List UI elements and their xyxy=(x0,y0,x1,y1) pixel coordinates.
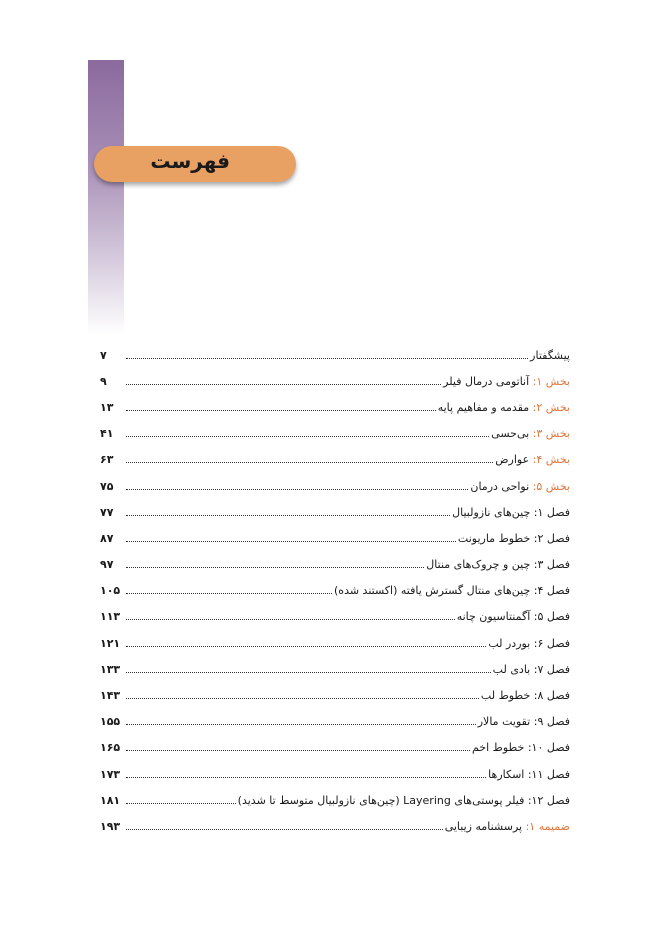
toc-page-number: ۱۹۳ xyxy=(100,819,121,833)
toc-row[interactable] xyxy=(100,525,570,551)
toc-page-number: ۱۳۳ xyxy=(100,662,121,676)
toc-entry-label xyxy=(472,741,570,754)
dot-leader xyxy=(126,593,332,594)
dot-leader xyxy=(126,515,450,516)
toc-row[interactable] xyxy=(100,578,570,604)
toc-row[interactable] xyxy=(100,682,570,708)
dot-leader xyxy=(126,384,441,385)
dot-leader xyxy=(126,829,443,830)
toc-entry-title: پیشگفتار xyxy=(530,348,570,362)
toc-row[interactable] xyxy=(100,761,570,787)
toc-entry-title: فصل ۲: خطوط ماریونت xyxy=(457,531,570,545)
toc-row[interactable] xyxy=(100,499,570,525)
toc-row[interactable] xyxy=(100,656,570,682)
toc-page-number: ۱۲۱ xyxy=(100,636,121,650)
dot-leader xyxy=(126,803,236,804)
toc-entry-label xyxy=(452,506,570,519)
dot-leader xyxy=(126,619,455,620)
toc-row[interactable] xyxy=(100,421,570,447)
toc-entry-label xyxy=(493,663,570,676)
toc-entry-title: پرسشنامه زیبایی xyxy=(444,819,526,833)
toc-entry-label xyxy=(426,558,570,571)
toc-row[interactable] xyxy=(100,447,570,473)
toc-section-prefix: بخش ۱: xyxy=(532,374,570,388)
toc-entry-title: فصل ۶: بوردر لب xyxy=(488,636,570,650)
toc-page-number: ۹۷ xyxy=(100,558,114,572)
dot-leader xyxy=(126,358,528,359)
toc-entry-label xyxy=(478,715,570,728)
dot-leader xyxy=(126,567,424,568)
dot-leader xyxy=(126,698,479,699)
toc-page-number: ۷۵ xyxy=(100,479,114,493)
toc-entry-title: فصل ۱: چین‌های نازولبیال xyxy=(452,505,570,519)
toc-entry-label xyxy=(458,532,570,545)
toc-entry-label xyxy=(238,794,570,807)
decorative-side-band xyxy=(88,60,124,335)
toc-page-number: ۹ xyxy=(100,374,107,388)
toc-row[interactable] xyxy=(100,394,570,420)
toc-entry-title: فصل ۷: بادی لب xyxy=(492,662,570,676)
toc-row[interactable] xyxy=(100,630,570,656)
toc-page-number: ۱۳ xyxy=(100,400,114,414)
toc-row[interactable] xyxy=(100,473,570,499)
toc-page-number: ۱۴۳ xyxy=(100,689,121,703)
toc-entry-label xyxy=(470,480,570,493)
dot-leader xyxy=(126,462,493,463)
toc-section-prefix: بخش ۳: xyxy=(532,427,570,441)
toc-row[interactable] xyxy=(100,552,570,578)
toc-entry-label xyxy=(457,610,570,623)
title-banner xyxy=(94,146,296,182)
toc-entry-title: فصل ۴: چین‌های منتال گسترش یافته (اکستند شده) xyxy=(334,584,570,598)
toc-entry-label xyxy=(530,349,570,362)
toc-entry-label xyxy=(445,820,570,833)
page-title: فهرست xyxy=(150,149,230,173)
dot-leader xyxy=(126,541,456,542)
table-of-contents xyxy=(100,342,570,840)
dot-leader xyxy=(126,777,486,778)
toc-entry-label xyxy=(334,584,570,597)
toc-page-number: ۷ xyxy=(100,348,107,362)
toc-entry-label xyxy=(491,427,570,440)
dot-leader xyxy=(126,489,468,490)
toc-section-prefix: بخش ۲: xyxy=(532,400,570,414)
toc-entry-title: فصل ۵: آگمنتاسیون چانه xyxy=(456,610,570,624)
dot-leader xyxy=(126,724,476,725)
toc-section-prefix: بخش ۵: xyxy=(532,479,570,493)
toc-entry-title: فصل ۹: تقویت مالار xyxy=(477,715,570,729)
toc-row[interactable] xyxy=(100,604,570,630)
toc-row[interactable] xyxy=(100,709,570,735)
toc-page-number: ۷۷ xyxy=(100,505,114,519)
toc-page-number: ۶۳ xyxy=(100,453,114,467)
toc-entry-title: بی‌حسی xyxy=(491,427,533,441)
toc-entry-title: فصل ۳: چین و چروک‌های منتال xyxy=(426,558,570,572)
toc-page-number: ۱۱۳ xyxy=(100,610,121,624)
toc-page-number: ۸۷ xyxy=(100,531,114,545)
toc-entry-title: فصل ۸: خطوط لب xyxy=(480,689,570,703)
toc-page-number: ۱۸۱ xyxy=(100,793,121,807)
dot-leader xyxy=(126,646,486,647)
toc-page-number: ۱۰۵ xyxy=(100,584,121,598)
toc-entry-title: فصل ۱۲: فیلر پوستی‌های Layering (چین‌های نازولبیال متوسط تا شدید) xyxy=(237,793,570,807)
toc-page-number: ۱۷۳ xyxy=(100,767,121,781)
dot-leader xyxy=(126,672,491,673)
toc-page-number: ۴۱ xyxy=(100,427,114,441)
toc-entry-label xyxy=(495,453,570,466)
toc-entry-title: فصل ۱۱: اسکارها xyxy=(488,767,570,781)
toc-entry-title: فصل ۱۰: خطوط اخم xyxy=(471,741,570,755)
toc-page-number: ۱۶۵ xyxy=(100,741,121,755)
toc-row[interactable] xyxy=(100,813,570,839)
toc-section-prefix: ضمیمه ۱: xyxy=(525,819,570,833)
toc-row[interactable] xyxy=(100,735,570,761)
toc-row[interactable] xyxy=(100,342,570,368)
toc-page-number: ۱۵۵ xyxy=(100,715,121,729)
toc-entry-title: آناتومی درمال فیلر xyxy=(443,374,533,388)
toc-section-prefix: بخش ۴: xyxy=(532,453,570,467)
toc-entry-label xyxy=(488,768,570,781)
toc-entry-title: نواحی درمان xyxy=(470,479,533,493)
toc-entry-title: عوارض xyxy=(495,453,533,467)
toc-entry-label xyxy=(443,375,570,388)
dot-leader xyxy=(126,750,470,751)
toc-entry-title: مقدمه و مفاهیم پایه xyxy=(437,400,533,414)
toc-entry-label xyxy=(438,401,570,414)
toc-entry-label xyxy=(481,689,570,702)
toc-row[interactable] xyxy=(100,368,570,394)
dot-leader xyxy=(126,410,436,411)
toc-row[interactable] xyxy=(100,787,570,813)
dot-leader xyxy=(126,436,489,437)
toc-entry-label xyxy=(488,637,570,650)
